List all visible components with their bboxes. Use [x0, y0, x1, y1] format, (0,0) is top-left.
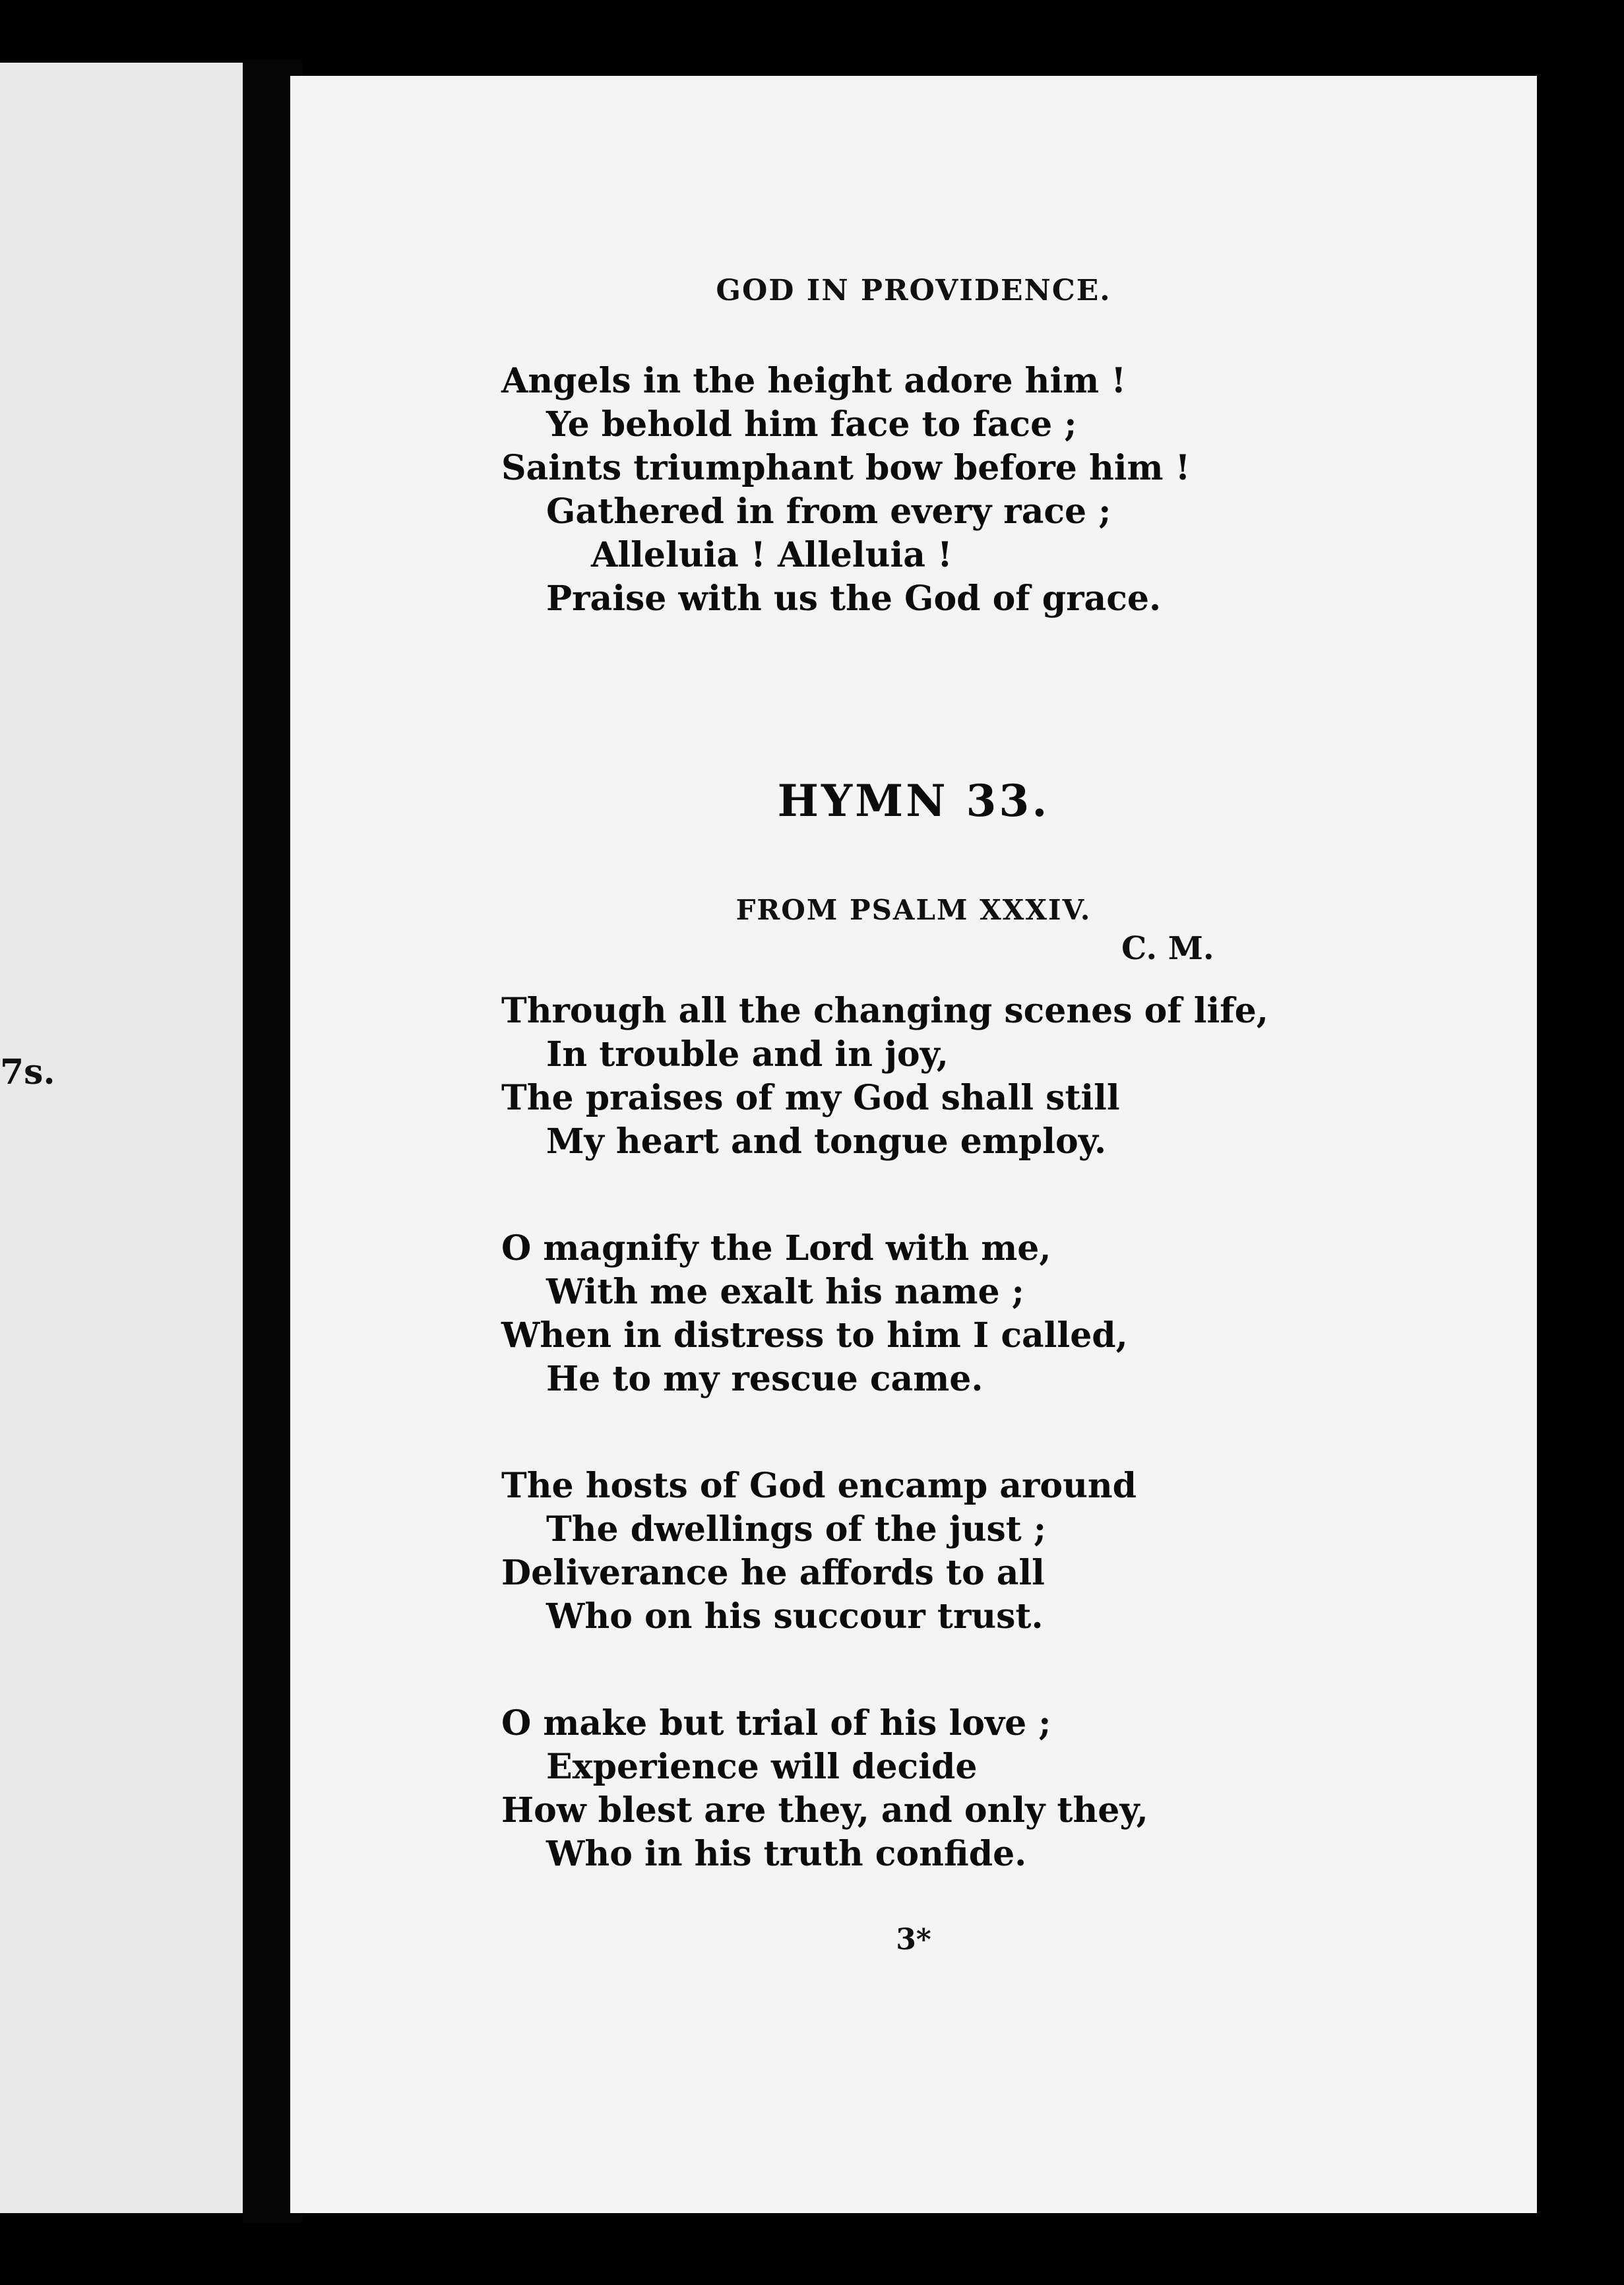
verse-line: The hosts of God encamp around	[501, 1466, 1137, 1506]
verse-line: In trouble and in joy,	[546, 1034, 949, 1075]
verse-line: How blest are they, and only they,	[501, 1790, 1148, 1831]
verse-line: My heart and tongue employ.	[546, 1121, 1107, 1162]
verse-line: The praises of my God shall still	[501, 1078, 1120, 1118]
hymn-stanza-2	[501, 1227, 1128, 1401]
verse-line: When in distress to him I called,	[501, 1315, 1128, 1356]
verse-line: Alleluia ! Alleluia !	[591, 535, 953, 575]
verse-line: Angels in the height adore him !	[501, 361, 1127, 401]
signature-mark: 3*	[896, 1923, 931, 1956]
verse-line: He to my rescue came.	[546, 1359, 984, 1399]
hymn-stanza-3	[501, 1464, 1137, 1639]
verse-line: Ye behold him face to face ;	[546, 404, 1077, 445]
verse-line: O magnify the Lord with me,	[501, 1228, 1051, 1268]
verse-line: Gathered in from every race ;	[546, 491, 1111, 532]
running-head: GOD IN PROVIDENCE.	[716, 274, 1111, 307]
hymn-stanza-1	[501, 989, 1268, 1164]
hymn-title: HYMN 33.	[777, 775, 1050, 827]
verse-line: O make but trial of his love ;	[501, 1703, 1051, 1743]
hymn-meter: C. M.	[1121, 930, 1214, 967]
right-page	[290, 76, 1537, 2213]
verse-line: Praise with us the God of grace.	[546, 579, 1162, 619]
verse-line: Through all the changing scenes of life,	[501, 991, 1268, 1031]
verse-line: Saints triumphant bow before him !	[501, 448, 1191, 488]
verse-line: With me exalt his name ;	[546, 1272, 1024, 1312]
left-margin-mark: 7s.	[0, 1052, 55, 1092]
left-page-edge	[0, 63, 243, 2213]
verse-line: The dwellings of the just ;	[546, 1509, 1047, 1549]
verse-line: Experience will decide	[546, 1747, 978, 1787]
verse-line: Who on his succour trust.	[546, 1596, 1044, 1637]
hymn-subtitle: FROM PSALM XXXIV.	[735, 894, 1092, 926]
verse-line: Who in his truth confide.	[546, 1834, 1027, 1874]
verse-line: Deliverance he affords to all	[501, 1553, 1045, 1593]
hymn-stanza-4	[501, 1702, 1148, 1876]
closing-stanza	[501, 360, 1191, 621]
